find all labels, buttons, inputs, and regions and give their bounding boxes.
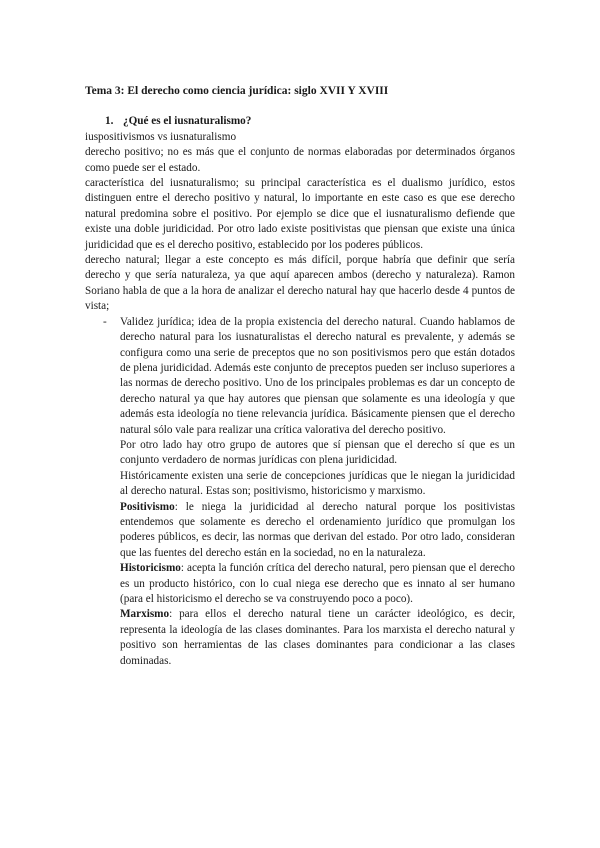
section-heading [85, 114, 515, 129]
paragraph: característica del iusnaturalismo; su principal característica es el dualismo jurídico, estos distinguen entre el derecho positivo y natural, lo importante en este caso es que ese derecho natural predomina sobre el positivo. Por ejemplo se dice que el iusnaturalismo defiende que existe una doble juridicidad. Por otro lado existe positivistas que piensan que existe una única juridicidad que es el derecho positivo, establecido por los poderes públicos. [85, 177, 515, 251]
term-paragraph [120, 561, 515, 607]
term-text: : para ellos el derecho natural tiene un carácter ideológico, es decir, representa la ideología de las clases dominantes. Para los marxista el derecho natural y positivo son herramientas de las clases dominantes para condicionar a las clases dominadas. [120, 608, 515, 667]
list-paragraph: Validez jurídica; idea de la propia existencia del derecho natural. Cuando hablamos de derecho natural para los iusnaturalistas el derecho natural es prevalente, y además se configura como una serie de preceptos que no son positivismos pero que están dotados de plena juridicidad. Además este conjunto de preceptos pueden ser incluso superiores a las normas de derecho positivo. Uno de los principales problemas es dar un concepto de derecho natural ya que hay autores que piensan que solamente es una ideología y que además esta ideología no tiene relevancia jurídica. Básicamente piensen que el derecho natural sólo vale para realizar una crítica valorativa del derecho positivo. [120, 315, 515, 436]
list-paragraph: Históricamente existen una serie de concepciones jurídicas que le niegan la juridicidad al derecho natural. Estas son; positivismo, historicismo y marxismo. [120, 469, 515, 498]
section-number: 1. [105, 115, 114, 128]
list-paragraph: Por otro lado hay otro grupo de autores que sí piensan que el derecho sí que es un conjunto verdadero de normas jurídicas con plena juridicidad. [120, 438, 515, 467]
document-page [85, 84, 515, 669]
term-paragraph [120, 500, 515, 562]
section-heading-text: ¿Qué es el iusnaturalismo? [123, 115, 252, 128]
term-positivismo: Positivismo [120, 500, 175, 513]
document-title: Tema 3: El derecho como ciencia jurídica: siglo XVII Y XVIII [85, 85, 389, 97]
term-marxismo: Marxismo [120, 608, 170, 621]
paragraph: derecho positivo; no es más que el conjunto de normas elaboradas por determinados órganos como puede ser el estado. [85, 146, 515, 174]
list-bullet: - [103, 315, 107, 328]
term-paragraph [120, 607, 515, 669]
term-text: : acepta la función crítica del derecho natural, pero piensan que el derecho es un producto histórico, con lo cual niega ese derecho que es innato al ser humano (para el historicismo el derecho se va construyendo poco a poco). [120, 562, 515, 605]
term-text: : le niega la juridicidad al derecho natural porque los positivistas entendemos que solamente es derecho el ordenamiento jurídico que promulgan los poderes públicos, es decir, las normas que derivan del estado. Por otro lado, consideran que las fuentes del derecho están en la sociedad, no en la naturaleza. [120, 500, 515, 559]
paragraph: derecho natural; llegar a este concepto es más difícil, porque habría que definir que sería derecho y que sería naturaleza, ya que aquí aparecen ambos (derecho y naturaleza). Ramon Soriano habla de que a la hora de analizar el derecho natural hay que hacerlo desde 4 puntos de vista; [85, 254, 515, 313]
list-item [85, 315, 515, 669]
term-historicismo: Historicismo [120, 562, 181, 575]
paragraph: iuspositivismos vs iusnaturalismo [85, 130, 237, 143]
